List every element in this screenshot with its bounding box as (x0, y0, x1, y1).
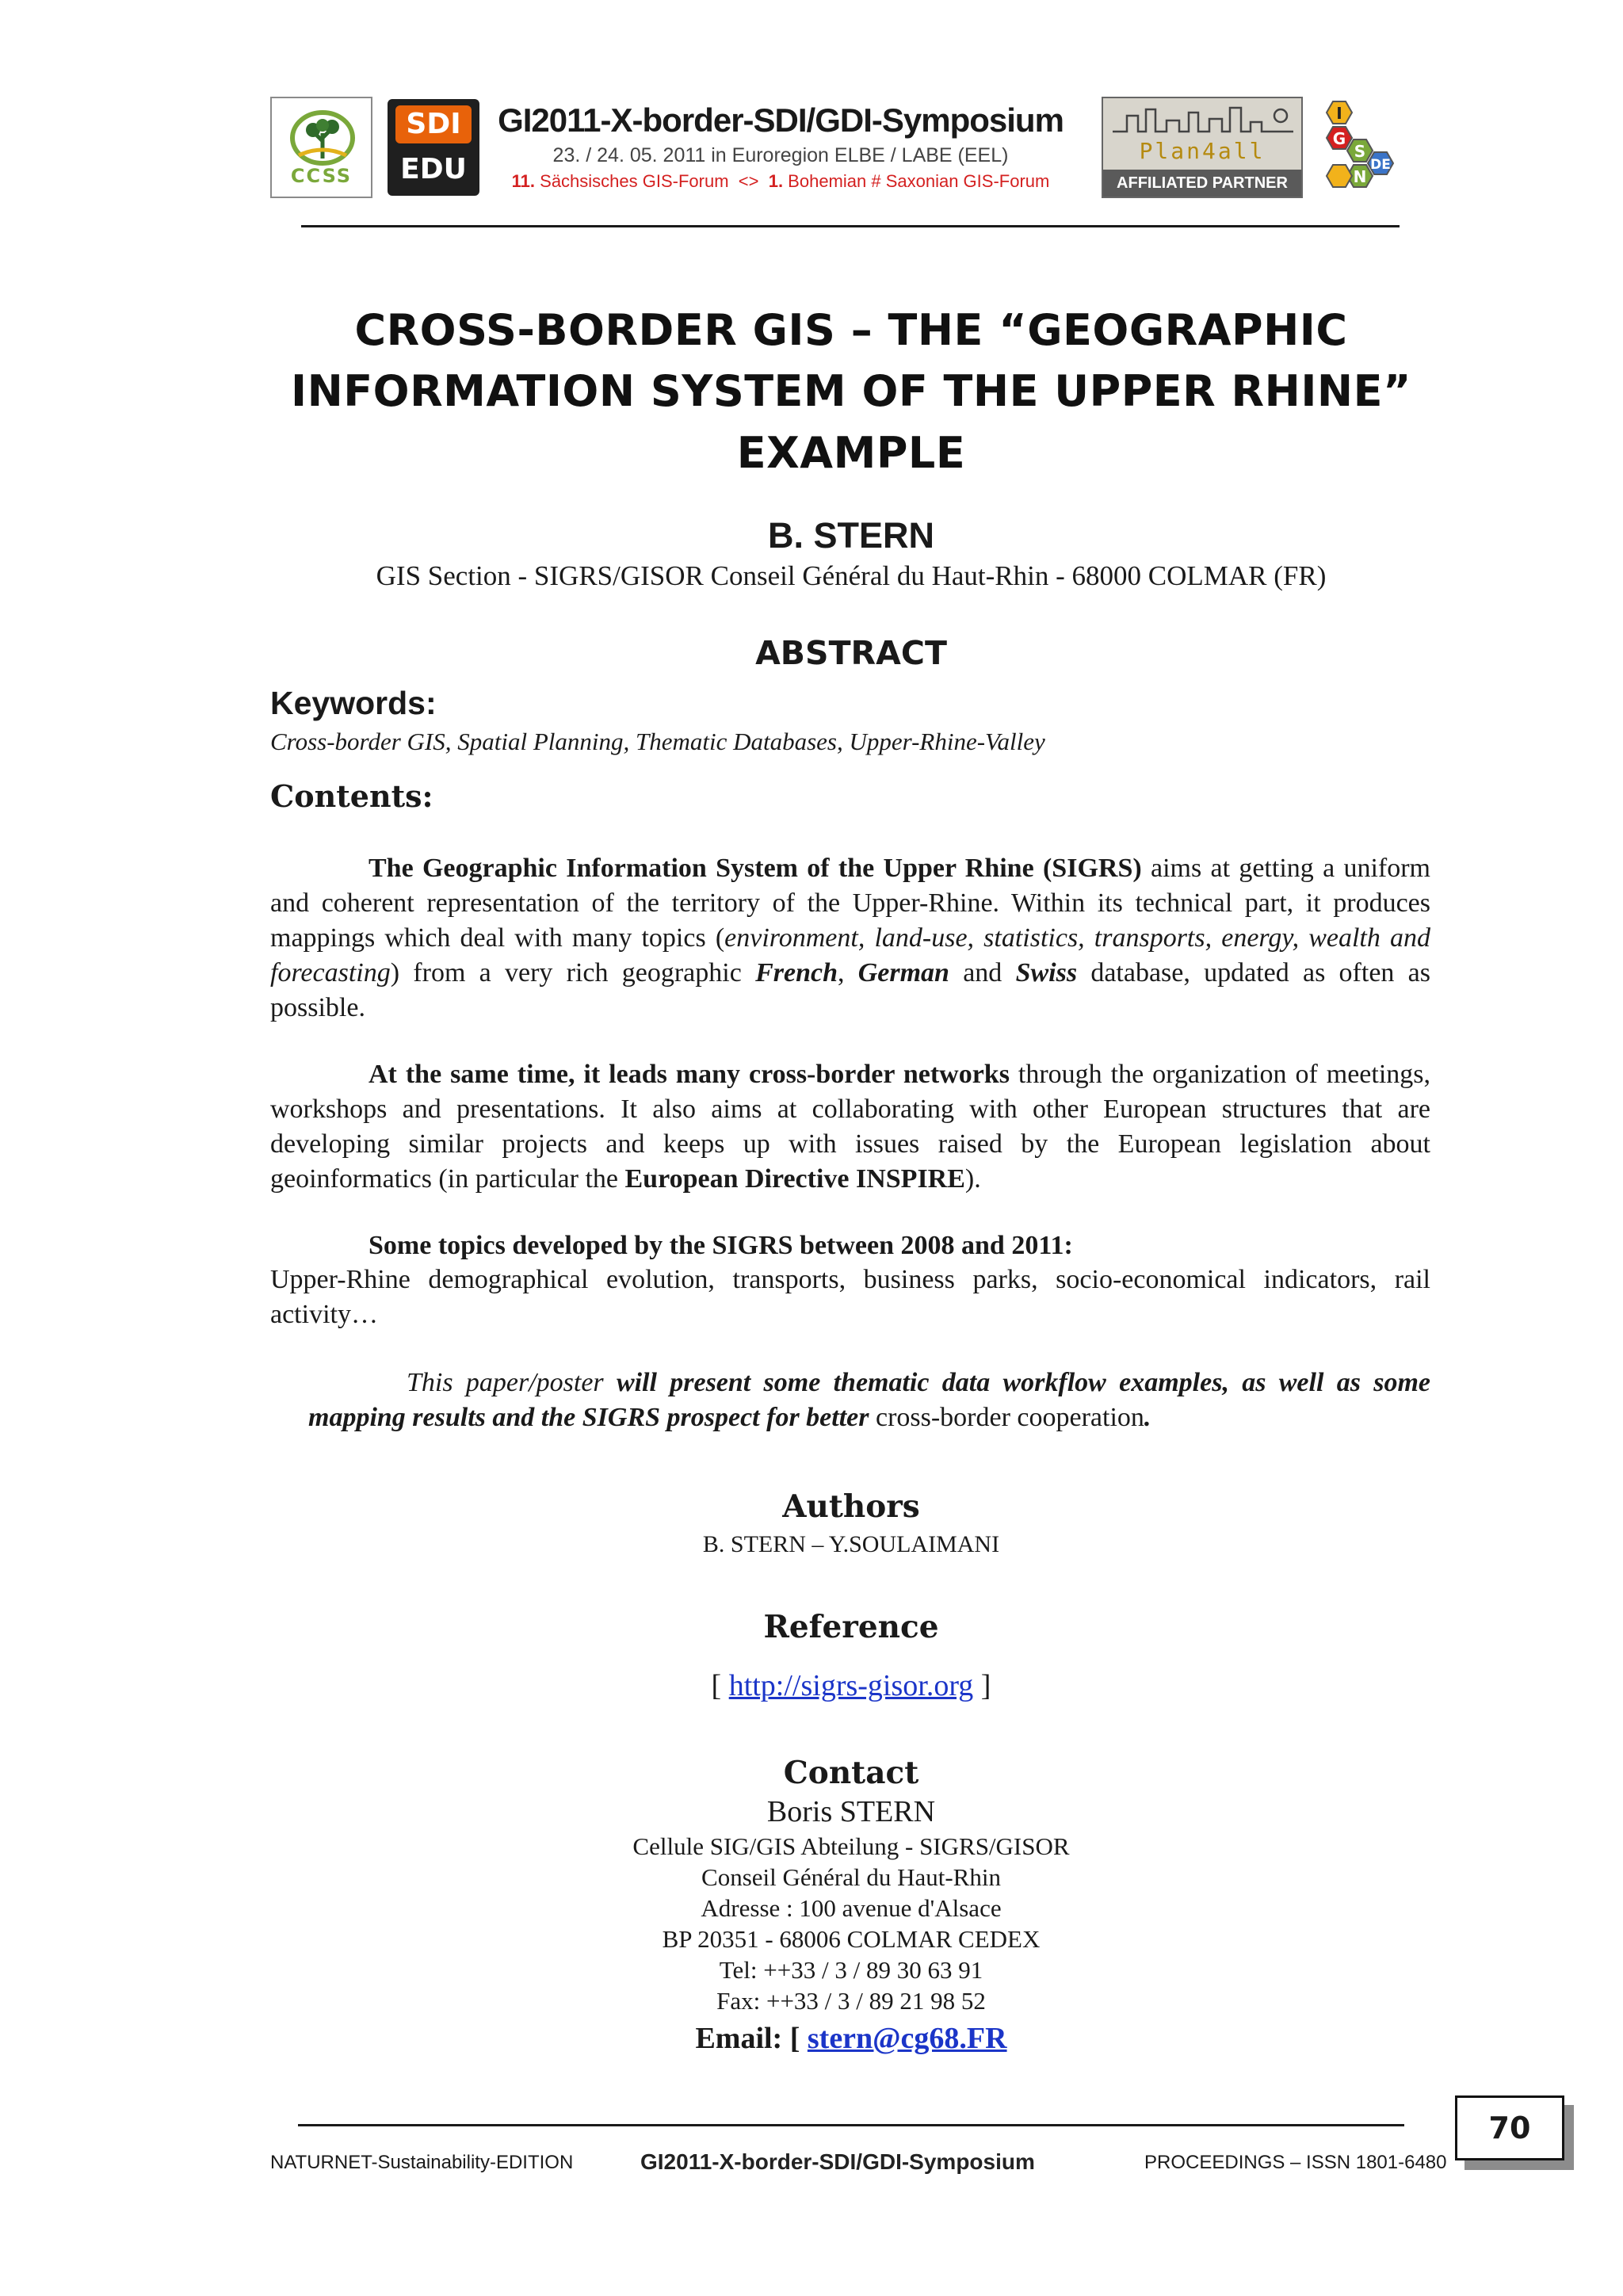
igsn-hexagon-logo (1314, 98, 1417, 198)
country-swiss: Swiss (1015, 958, 1078, 988)
affiliated-partner-label: AFFILIATED PARTNER (1103, 170, 1301, 197)
footer-issn: PROCEEDINGS – ISSN 1801-6480 (1144, 2152, 1447, 2173)
footer-symposium: GI2011-X-border-SDI/GDI-Symposium (640, 2149, 1035, 2174)
poster-lead: This paper/poster (407, 1368, 617, 1397)
poster-emphasis: will present some thematic data workflow examples, as well as some mapping results and the SIGRS prospect for better (308, 1368, 1430, 1432)
skyline-icon (1111, 105, 1295, 133)
reference-heading: Reference (763, 1609, 939, 1645)
paper-title-line-1: CROSS-BORDER GIS – THE “GEOGRAPHIC (354, 305, 1348, 355)
hex-letter-i: I (1336, 104, 1342, 123)
forum-number-1: 11. (511, 171, 536, 191)
bracket-close: ] (973, 1669, 991, 1702)
forum-text-1: Sächsisches GIS-Forum <> (535, 171, 769, 191)
networks-lead: At the same time, it leads many cross-border networks (369, 1060, 1010, 1089)
ccss-logo-text: CCSS (290, 165, 353, 187)
author-name: B. STERN (767, 515, 934, 556)
contact-heading: Contact (783, 1755, 919, 1791)
paragraph-poster (308, 1366, 1430, 1435)
authors-heading: Authors (782, 1488, 920, 1525)
abstract-heading: ABSTRACT (755, 634, 947, 672)
hex-letter-de: DE (1370, 157, 1391, 173)
hex-letter-n: N (1353, 167, 1367, 186)
keywords-list: Cross-border GIS, Spatial Planning, Thematic Databases, Upper-Rhine-Valley (270, 728, 1045, 755)
hex-letter-g: G (1332, 129, 1346, 148)
paragraph-text: through the organization of meetings, workshops and presentations. It also aims at collaborating with other European structures that are developing similar projects and keeps up with issues raised by the European legislation about geoinformatics (in particular the (270, 1060, 1431, 1194)
paragraph-text: cross-border cooperation (869, 1403, 1144, 1432)
reference-link[interactable]: http://sigrs-gisor.org (728, 1669, 974, 1702)
edu-logo-text: EDU (400, 153, 467, 185)
contact-name: Boris STERN (766, 1795, 936, 1828)
paragraph-sigrs (270, 851, 1430, 1026)
paragraph-text: aims at getting a uniform and coherent representation of the territory of the Upper-Rhine. Within its technical part, it produces mappings which deal with many topics ( (270, 854, 1430, 953)
forum-text-2: Bohemian # Saxonian GIS-Forum (783, 171, 1050, 191)
email-line (238, 2021, 1465, 2056)
paper-title-line-2: INFORMATION SYSTEM OF THE UPPER RHINE” (291, 366, 1411, 416)
paragraph-text: and (949, 958, 1016, 988)
forum-line (491, 171, 1070, 192)
topics-text: Upper-Rhine demographical evolution, transports, business parks, socio-economical indicators, rail activity… (270, 1265, 1430, 1329)
paper-title-line-3: EXAMPLE (736, 428, 966, 478)
plan4all-logo (1102, 97, 1303, 198)
paragraph-text: database, updated as often as possible. (270, 958, 1430, 1022)
email-link[interactable]: stern@cg68.FR (807, 2022, 1007, 2055)
header-rule (301, 225, 1400, 227)
forum-number-2: 1. (768, 171, 784, 191)
symposium-date: 23. / 24. 05. 2011 in Euroregion ELBE / LABE (EEL) (552, 144, 1009, 166)
authors-list: B. STERN – Y.SOULAIMANI (702, 1531, 1000, 1557)
topics-heading: Some topics developed by the SIGRS between 2008 and 2011: (369, 1231, 1073, 1260)
footer-rule (298, 2124, 1404, 2126)
footer-edition: NATURNET-Sustainability-EDITION (270, 2152, 574, 2173)
tree-icon (289, 109, 356, 166)
contact-line: BP 20351 - 68006 COLMAR CEDEX (662, 1925, 1041, 1953)
reference-line (238, 1668, 1465, 1703)
sdi-logo-text: SDI (395, 105, 472, 143)
paragraph-text: ). (964, 1164, 981, 1194)
contact-line: Fax: ++33 / 3 / 89 21 98 52 (716, 1987, 986, 2015)
paragraph-text: , (837, 958, 858, 988)
contact-line: Adresse : 100 avenue d'Alsace (701, 1894, 1002, 1922)
paragraph-end: . (1144, 1403, 1151, 1432)
topic-list: environment, land-use, statistics, transports, energy, wealth and forecasting (270, 923, 1430, 988)
contact-line: Tel: ++33 / 3 / 89 30 63 91 (719, 1956, 983, 1984)
paragraph-networks (270, 1057, 1430, 1197)
contents-heading: Contents: (270, 778, 433, 814)
symposium-title: GI2011-X-border-SDI/GDI-Symposium (498, 101, 1064, 139)
country-german: German (857, 958, 949, 988)
contact-line: Cellule SIG/GIS Abteilung - SIGRS/GISOR (632, 1832, 1070, 1860)
sigrs-name: The Geographic Information System of the Upper Rhine (SIGRS) (369, 854, 1142, 883)
paragraph-text: ) from a very rich geographic (390, 958, 756, 988)
page-number: 70 (1455, 2095, 1564, 2160)
hex-letter-s: S (1354, 142, 1366, 161)
country-french: French (755, 958, 838, 988)
sdi-edu-logo (388, 99, 479, 196)
bracket-open: [ (711, 1669, 729, 1702)
plan4all-name: Plan4all (1139, 138, 1266, 164)
contact-line: Conseil Général du Haut-Rhin (701, 1863, 1001, 1891)
inspire-directive: European Directive INSPIRE (624, 1164, 965, 1194)
keywords-heading: Keywords: (270, 685, 437, 721)
ccss-logo (270, 97, 372, 198)
author-affiliation: GIS Section - SIGRS/GISOR Conseil Général du Haut-Rhin - 68000 COLMAR (FR) (376, 560, 1327, 591)
email-label: Email: [ (695, 2022, 808, 2055)
